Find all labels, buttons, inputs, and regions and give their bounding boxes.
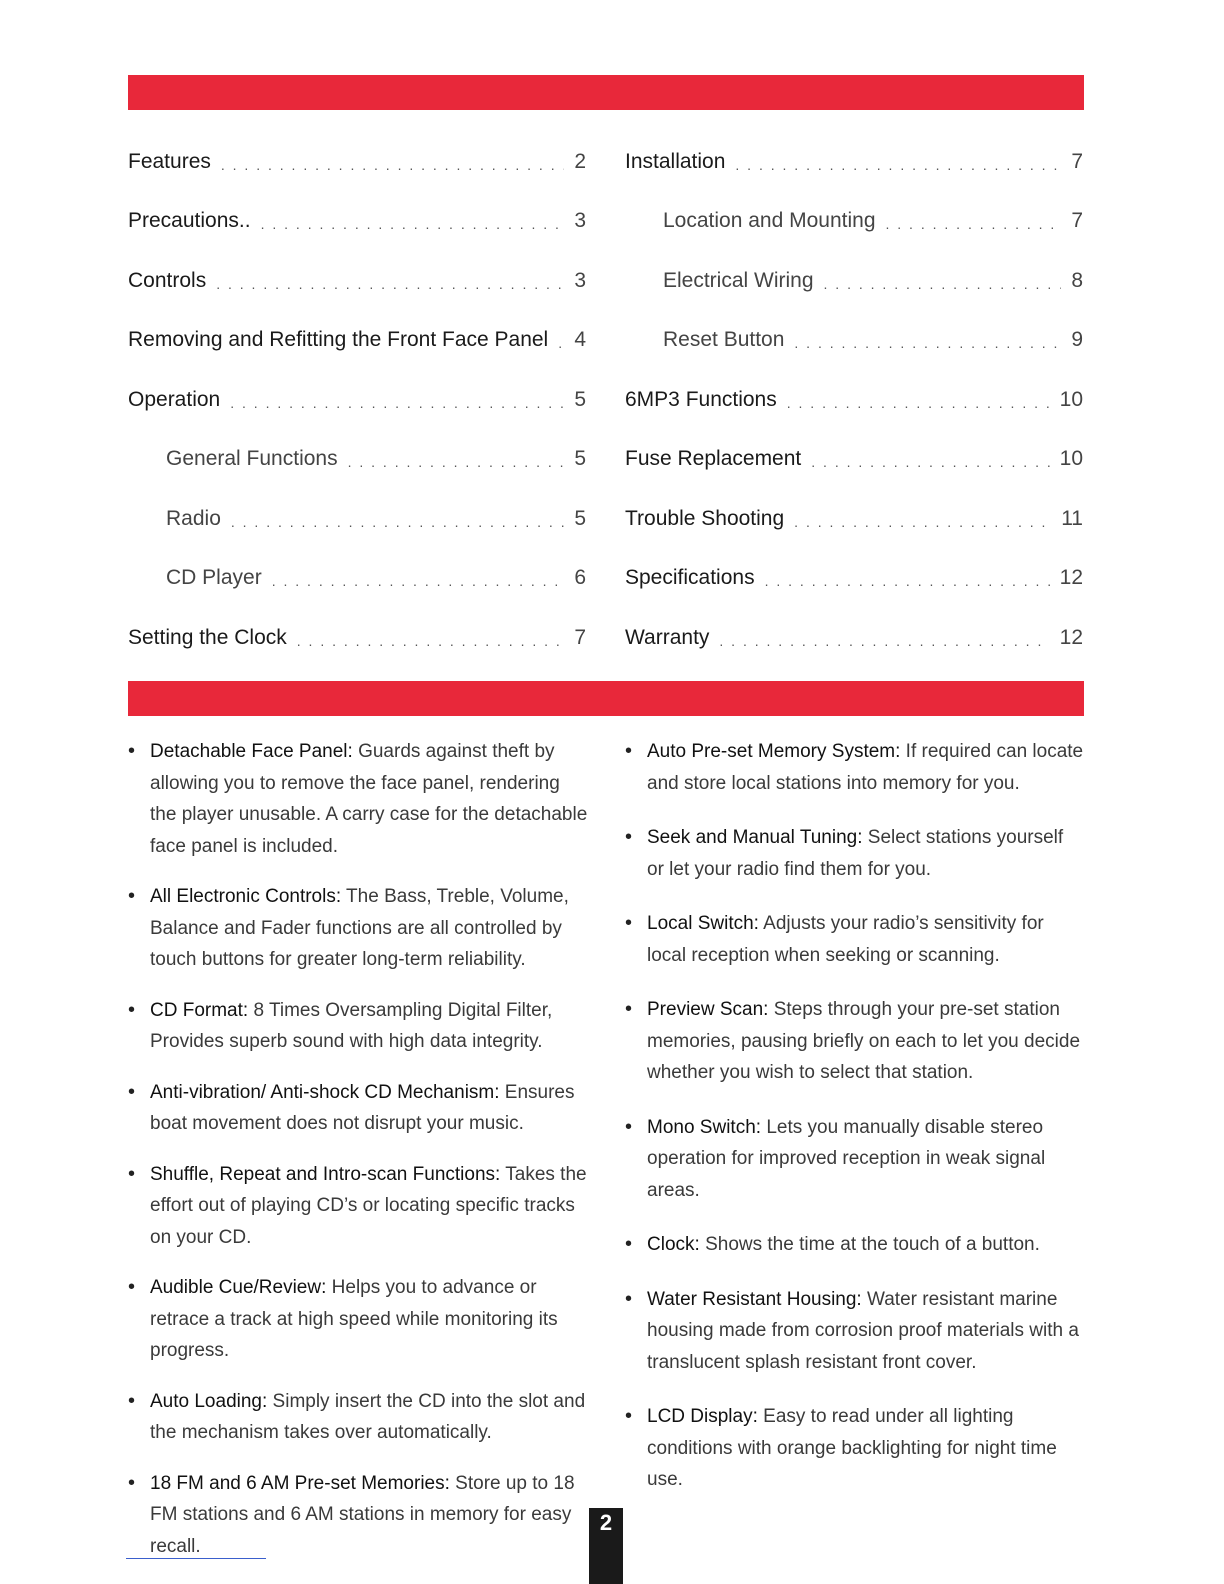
feature-item (128, 1468, 590, 1563)
feature-description: Store up to 18 FM stations and 6 AM stations in memory for easy recall. (150, 1472, 575, 1557)
toc-entry-page: 7 (1071, 149, 1083, 173)
toc-entry-label: CD Player (166, 566, 262, 590)
toc-leader-dots (735, 151, 1061, 173)
toc-entry[interactable] (625, 132, 1083, 192)
feature-item (128, 995, 590, 1058)
toc-entry-page: 9 (1071, 328, 1083, 352)
feature-title: Auto Pre-set Memory System: (647, 741, 901, 762)
toc-entry-label: Controls (128, 268, 207, 292)
toc-entry[interactable] (625, 430, 1083, 490)
feature-title: 18 FM and 6 AM Pre-set Memories: (150, 1472, 450, 1494)
feature-description: Select stations yourself or let your radio find them for you. (647, 827, 1064, 880)
feature-title: Local Switch: (647, 913, 759, 934)
feature-item (625, 736, 1085, 799)
toc-leader-dots (886, 210, 1062, 232)
toc-entry-label: Trouble Shooting (625, 506, 785, 530)
toc-leader-dots (261, 210, 564, 232)
feature-title: LCD Display: (647, 1406, 758, 1427)
toc-entry-label: Setting the Clock (128, 625, 287, 649)
toc-entry-label: Installation (625, 149, 726, 173)
toc-leader-dots (230, 389, 564, 411)
toc-left-column (128, 132, 586, 668)
toc-entry-page: 7 (574, 625, 586, 649)
toc-entry-label: Radio (166, 506, 221, 530)
toc-leader-dots (297, 627, 564, 649)
toc-entry-page: 8 (1071, 268, 1083, 292)
toc-entry-page: 2 (574, 149, 586, 173)
toc-entry-label: Electrical Wiring (663, 268, 814, 292)
toc-right-column (625, 132, 1083, 668)
feature-description: Helps you to advance or retrace a track at high speed while monitoring its progress. (150, 1277, 558, 1361)
toc-leader-dots (221, 151, 564, 173)
feature-item (128, 1386, 590, 1449)
toc-entry-label: General Functions (166, 447, 338, 471)
contents-header-bar (128, 75, 1084, 110)
toc-entry-page: 7 (1071, 209, 1083, 233)
feature-description: Takes the effort out of playing CD’s or locating specific tracks on your CD. (150, 1163, 587, 1248)
feature-item (625, 908, 1085, 971)
feature-title: Water Resistant Housing: (647, 1288, 862, 1310)
feature-item (128, 1077, 590, 1140)
feature-title: Auto Loading: (150, 1390, 268, 1412)
toc-leader-dots (794, 508, 1051, 530)
toc-entry[interactable] (128, 370, 586, 430)
toc-leader-dots (231, 508, 564, 530)
toc-leader-dots (765, 567, 1050, 589)
feature-title: Audible Cue/Review: (150, 1277, 327, 1298)
feature-description: Simply insert the CD into the slot and the mechanism takes over automatically. (150, 1390, 586, 1443)
toc-entry[interactable] (128, 132, 586, 192)
toc-entry-page: 12 (1059, 625, 1083, 649)
feature-description: Water resistant marine housing made from corrosion proof materials with a translucent splash resistant front cover. (647, 1288, 1079, 1373)
feature-description: Easy to read under all lighting conditions with orange backlighting for night time use. (647, 1406, 1057, 1490)
toc-entry[interactable] (128, 251, 586, 311)
toc-leader-dots (811, 448, 1049, 470)
toc-entry[interactable] (625, 251, 1083, 311)
toc-leader-dots (216, 270, 564, 292)
feature-item (128, 881, 590, 976)
toc-leader-dots (719, 627, 1049, 649)
toc-entry-label: Reset Button (663, 328, 785, 352)
toc-entry[interactable] (625, 489, 1083, 549)
feature-title: Anti-vibration/ Anti-shock CD Mechanism: (150, 1081, 500, 1103)
toc-entry-label: Features (128, 149, 211, 173)
toc-entry-page: 10 (1059, 387, 1083, 411)
feature-title: Mono Switch: (647, 1116, 762, 1138)
feature-item (625, 994, 1085, 1089)
feature-title: All Electronic Controls: (150, 886, 342, 907)
feature-description: Steps through your pre-set station memories, pausing briefly on each to let you decide whether you wish to select that station. (647, 999, 1081, 1083)
feature-item (625, 822, 1085, 885)
feature-item (128, 1159, 590, 1254)
feature-item (625, 1112, 1085, 1207)
feature-description: Lets you manually disable stereo operation for improved reception in weak signal areas. (647, 1116, 1046, 1201)
toc-entry[interactable] (128, 430, 586, 490)
page-number-tab: 2 (589, 1508, 623, 1584)
feature-title: Preview Scan: (647, 999, 769, 1020)
toc-leader-dots (558, 329, 564, 351)
toc-entry-label: Precautions.. (128, 209, 251, 233)
toc-entry-page: 3 (574, 268, 586, 292)
toc-leader-dots (272, 567, 564, 589)
feature-item (625, 1229, 1085, 1261)
feature-item (625, 1284, 1085, 1379)
toc-entry-page: 10 (1059, 447, 1083, 471)
feature-description: 8 Times Oversampling Digital Filter, Provides superb sound with high data integrity. (150, 999, 553, 1052)
feature-description: Shows the time at the touch of a button. (699, 1234, 1040, 1255)
features-header-bar (128, 681, 1084, 716)
feature-description: Adjusts your radio’s sensitivity for local reception when seeking or scanning. (647, 913, 1044, 966)
feature-item (128, 736, 590, 862)
toc-entry-label: Specifications (625, 566, 755, 590)
toc-entry-page: 5 (574, 506, 586, 530)
feature-title: Detachable Face Panel: (150, 741, 353, 762)
toc-entry-page: 6 (574, 566, 586, 590)
toc-entry-page: 12 (1059, 566, 1083, 590)
toc-entry-page: 11 (1061, 506, 1083, 530)
toc-entry[interactable] (128, 489, 586, 549)
toc-leader-dots (348, 448, 564, 470)
feature-description: Guards against theft by allowing you to remove the face panel, rendering the player unusable. A carry case for the detachable face panel is included. (150, 741, 588, 857)
toc-entry[interactable] (128, 192, 586, 252)
feature-item (625, 1401, 1085, 1496)
toc-entry-label: Warranty (625, 625, 710, 649)
feature-item (128, 1272, 590, 1367)
feature-title: CD Format: (150, 999, 249, 1021)
feature-title: Shuffle, Repeat and Intro-scan Functions: (150, 1163, 501, 1185)
toc-entry-label: Operation (128, 387, 221, 411)
feature-description: Ensures boat movement does not disrupt your music. (150, 1081, 575, 1134)
features-left-column (128, 736, 590, 1581)
toc-entry-label: Removing and Refitting the Front Face Panel (128, 328, 549, 352)
toc-entry-page: 5 (574, 447, 586, 471)
feature-description: If required can locate and store local stations into memory for you. (647, 741, 1084, 794)
feature-description: The Bass, Treble, Volume, Balance and Fader functions are all controlled by touch buttons for greater long-term reliability. (150, 886, 569, 970)
toc-entry-page: 3 (574, 209, 586, 233)
toc-entry-page: 4 (574, 328, 586, 352)
toc-entry-label: 6MP3 Functions (625, 387, 777, 411)
toc-entry[interactable] (128, 608, 586, 668)
toc-entry-label: Fuse Replacement (625, 447, 802, 471)
toc-leader-dots (794, 329, 1061, 351)
toc-entry[interactable] (625, 311, 1083, 371)
toc-entry[interactable] (625, 608, 1083, 668)
footnote-rule (126, 1558, 266, 1559)
features-right-column (625, 736, 1085, 1519)
toc-entry[interactable] (625, 192, 1083, 252)
toc-entry[interactable] (128, 549, 586, 609)
toc-entry-page: 5 (574, 387, 586, 411)
toc-entry-label: Location and Mounting (663, 209, 876, 233)
feature-title: Seek and Manual Tuning: (647, 827, 863, 848)
toc-entry[interactable] (625, 370, 1083, 430)
feature-title: Clock: (647, 1234, 700, 1255)
toc-leader-dots (787, 389, 1050, 411)
toc-entry[interactable] (625, 549, 1083, 609)
toc-leader-dots (824, 270, 1061, 292)
toc-entry[interactable] (128, 311, 586, 371)
